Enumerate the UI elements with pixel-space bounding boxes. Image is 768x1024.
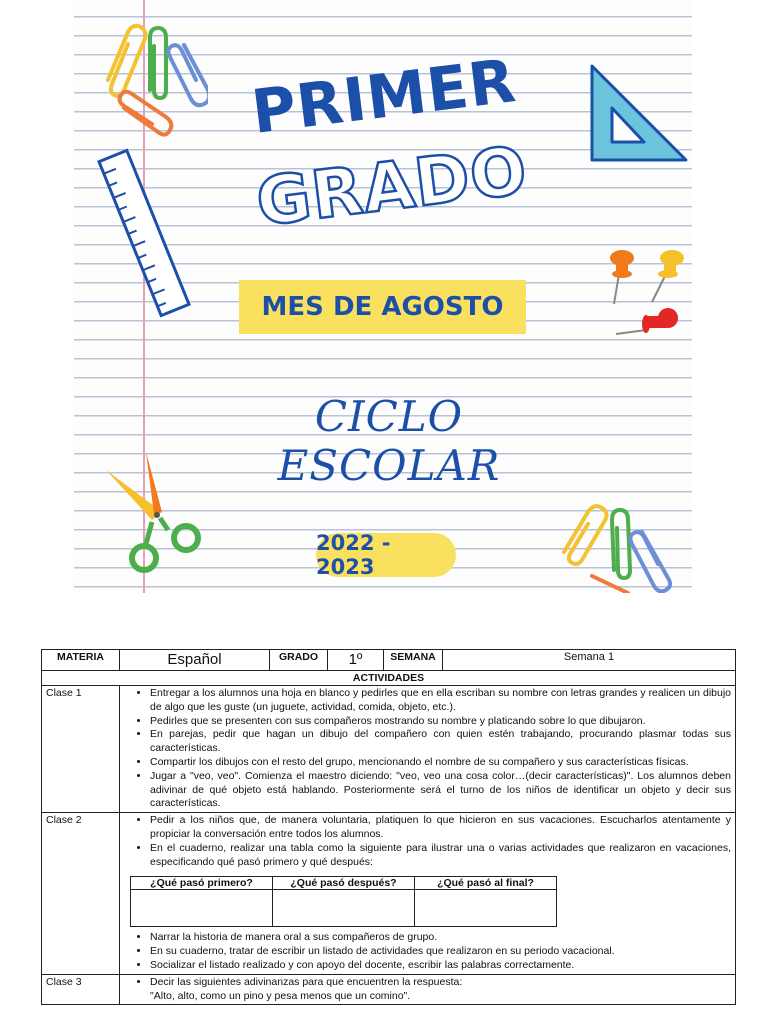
class-activities bbox=[120, 686, 736, 813]
list-item: • Narrar la historia de manera oral a sus compañeros de grupo. bbox=[150, 931, 731, 945]
lesson-plan bbox=[41, 649, 735, 1005]
list-item: • Compartir los dibujos con el resto del grupo, mencionando el nombre de su compañero y sus características físicas. bbox=[150, 756, 731, 770]
class-row bbox=[42, 813, 736, 975]
list-item: • Pedirles que se presenten con sus compañeros mostrando su nombre y platicando sobre lo que dibujaron. bbox=[150, 715, 731, 729]
materia-value: Español bbox=[120, 650, 270, 671]
list-item: • En el cuaderno, realizar una tabla como la siguiente para ilustrar una o varias actividades que realizaron en vacaciones, especificando qué pasó primero y qué después: bbox=[150, 842, 731, 870]
vacation-sequence-table bbox=[130, 876, 557, 927]
semana-value: Semana 1 bbox=[443, 650, 736, 671]
cycle-label: CICLO ESCOLAR bbox=[277, 392, 501, 490]
activity-list bbox=[124, 931, 731, 972]
activity-list bbox=[124, 814, 731, 869]
class-name: Clase 1 bbox=[42, 686, 120, 813]
activity-list bbox=[124, 976, 731, 990]
table-header-cell: ¿Qué pasó primero? bbox=[131, 877, 273, 890]
list-item: • Jugar a "veo, veo". Comienza el maestro diciendo: "veo, veo una cosa color…(decir características)". Los alumnos deben adivinar de qué objeto está hablando. Posteriormente será el turno de los niños de identificar un objeto y decir sus características. bbox=[150, 770, 731, 811]
table-row bbox=[131, 890, 557, 927]
plan-header-row bbox=[42, 650, 736, 671]
materia-label: MATERIA bbox=[42, 650, 120, 671]
semana-label: SEMANA bbox=[384, 650, 443, 671]
riddle-text: "Alto, alto, como un pino y pesa menos que un comino". bbox=[150, 989, 411, 1002]
list-item: • En su cuaderno, tratar de escribir un listado de actividades que realizaron en su periodo vacacional. bbox=[150, 945, 731, 959]
class-row bbox=[42, 974, 736, 1005]
table-cell bbox=[415, 890, 557, 927]
paperclip-icon bbox=[558, 500, 692, 593]
table-cell bbox=[273, 890, 415, 927]
class-activities bbox=[120, 813, 736, 975]
activities-header-row bbox=[42, 671, 736, 686]
class-row bbox=[42, 686, 736, 813]
list-item: • Pedir a los niños que, de manera voluntaria, platiquen lo que hicieron en sus vacaciones. Escucharlos atentamente y propiciar la conversación entre todos los alumnos. bbox=[150, 814, 731, 842]
ruler-icon bbox=[94, 148, 194, 318]
table-header-cell: ¿Qué pasó al final? bbox=[415, 877, 557, 890]
paperclip-icon bbox=[88, 20, 208, 140]
grado-value: 1º bbox=[328, 650, 384, 671]
set-square-icon bbox=[586, 62, 690, 166]
pushpin-icon bbox=[602, 244, 692, 344]
class-name: Clase 3 bbox=[42, 974, 120, 1005]
cover-image bbox=[74, 0, 692, 593]
activity-list bbox=[124, 687, 731, 811]
cover-title-grado: GRADO bbox=[252, 131, 532, 242]
month-banner-text: MES DE AGOSTO bbox=[261, 292, 504, 322]
list-item: • Entregar a los alumnos una hoja en blanco y pedirles que en ella escriban su nombre con letras grandes y realicen un dibujo de algo que les guste (un juguete, actividad, comida, objeto, etc.). bbox=[150, 687, 731, 715]
grado-label: GRADO bbox=[270, 650, 328, 671]
list-item: • Decir las siguientes adivinanzas para que encuentren la respuesta: bbox=[150, 976, 731, 990]
scissors-icon bbox=[100, 448, 210, 578]
activities-label: ACTIVIDADES bbox=[42, 671, 736, 686]
table-header-row bbox=[131, 877, 557, 890]
school-year-pill bbox=[316, 533, 456, 577]
class-activities bbox=[120, 974, 736, 1005]
cover-title-primer: PRIMER bbox=[248, 46, 520, 148]
month-banner bbox=[239, 280, 526, 334]
list-item: • En parejas, pedir que hagan un dibujo del compañero con quien estén trabajando, procurando plasmar todas sus características. bbox=[150, 728, 731, 756]
class-name: Clase 2 bbox=[42, 813, 120, 975]
school-year-text: 2022 - 2023 bbox=[316, 531, 391, 579]
lesson-plan-table bbox=[41, 649, 736, 1005]
table-cell bbox=[131, 890, 273, 927]
table-header-cell: ¿Qué pasó después? bbox=[273, 877, 415, 890]
list-item: • Socializar el listado realizado y con apoyo del docente, escribir las palabras correctamente. bbox=[150, 959, 731, 973]
